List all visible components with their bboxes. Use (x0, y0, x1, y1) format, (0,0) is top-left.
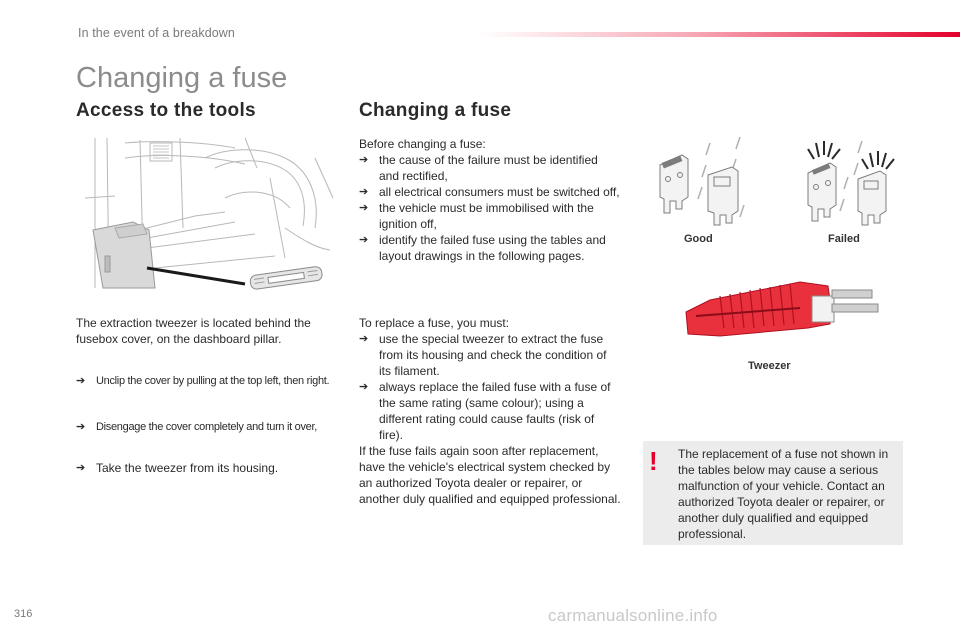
bullet-arrow-icon: ➔ (359, 381, 369, 393)
step-text: all electrical consumers must be switched off, (379, 185, 620, 199)
bullet-arrow-icon: ➔ (76, 375, 85, 387)
step-disengage-cover (76, 420, 338, 435)
step-text: Unclip the cover by pulling at the top left, then right. (96, 375, 330, 387)
bullet-arrow-icon: ➔ (76, 462, 86, 474)
replace-step (359, 331, 621, 379)
tweezer-location-caption: The extraction tweezer is located behind the fusebox cover, on the dashboard pillar. (76, 316, 311, 346)
dashboard-illustration (85, 138, 335, 298)
bullet-arrow-icon: ➔ (359, 186, 369, 198)
bullet-arrow-icon: ➔ (359, 154, 369, 166)
before-changing-block (359, 136, 621, 264)
tweezer-label: Tweezer (748, 360, 791, 372)
exclamation-icon: ! (649, 446, 658, 476)
before-step (359, 232, 621, 264)
bullet-arrow-icon: ➔ (76, 421, 85, 433)
fuse-good-illustration (652, 135, 748, 230)
before-step (359, 184, 621, 200)
page-number: 316 (14, 608, 33, 620)
bullet-arrow-icon: ➔ (359, 202, 369, 214)
fuse-failed-label: Failed (828, 233, 860, 245)
fuse-good-label: Good (684, 233, 713, 245)
heading-changing-a-fuse: Changing a fuse (359, 100, 512, 121)
replace-step (359, 379, 621, 443)
fuse-failed-illustration (800, 135, 896, 230)
bullet-arrow-icon: ➔ (359, 333, 369, 345)
watermark: carmanualsonline.info (548, 606, 718, 625)
warning-text: The replacement of a fuse not shown in the tables below may cause a serious malfunction of your vehicle. Contact an authorized Toyota dealer or repairer, or another duly qualified and equipped professional. (678, 447, 889, 541)
step-unclip-cover (76, 374, 338, 389)
replace-fuse-block (359, 315, 621, 507)
before-intro: Before changing a fuse: (359, 137, 486, 151)
page-title: Changing a fuse (76, 62, 288, 94)
step-text: use the special tweezer to extract the fuse from its housing and check the condition of its filament. (379, 332, 607, 378)
step-text: the vehicle must be immobilised with the ignition off, (379, 201, 594, 231)
replace-intro: To replace a fuse, you must: (359, 316, 510, 330)
section-header: In the event of a breakdown (78, 26, 235, 40)
heading-access-to-tools: Access to the tools (76, 100, 256, 121)
step-text: Take the tweezer from its housing. (96, 461, 279, 475)
step-text: always replace the failed fuse with a fuse of the same rating (same colour); using a different rating could cause faults (risk of fire). (379, 380, 611, 442)
step-text: identify the failed fuse using the tables and layout drawings in the following pages. (379, 233, 606, 263)
before-step (359, 152, 621, 184)
tweezer-illustration (680, 278, 885, 353)
header-accent-bar (480, 32, 960, 37)
bullet-arrow-icon: ➔ (359, 234, 369, 246)
step-text: Disengage the cover completely and turn it over, (96, 421, 318, 433)
closing-paragraph: If the fuse fails again soon after replacement, have the vehicle's electrical system checked by an authorized Toyota dealer or repairer, or another duly qualified and equipped professional. (359, 444, 621, 506)
step-text: the cause of the failure must be identified and rectified, (379, 153, 598, 183)
before-step (359, 200, 621, 232)
step-take-tweezer (76, 460, 338, 476)
